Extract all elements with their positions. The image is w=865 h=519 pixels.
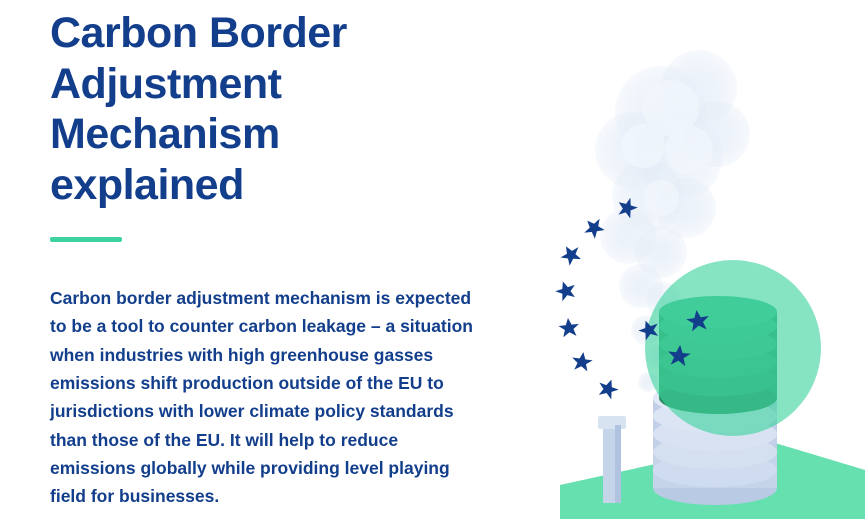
title-divider [50,237,122,242]
body-paragraph: Carbon border adjustment mechanism is expected to be a tool to counter carbon leakage – a situation when industries with high greenhouse gasses emissions shift production outside of the EU to jurisdictions with lower climate policy standards than those of the EU. It will help to reduce emissions globally while providing level playing field for businesses. [50,287,473,507]
page-title [50,8,520,211]
smokestack-coins-illustration [465,0,865,519]
title-line-1: Carbon Border [50,9,347,57]
title-line-2: Adjustment Mechanism [50,59,282,159]
green-circle [645,260,821,436]
text-column [50,8,490,519]
title-line-3: explained [50,161,244,210]
